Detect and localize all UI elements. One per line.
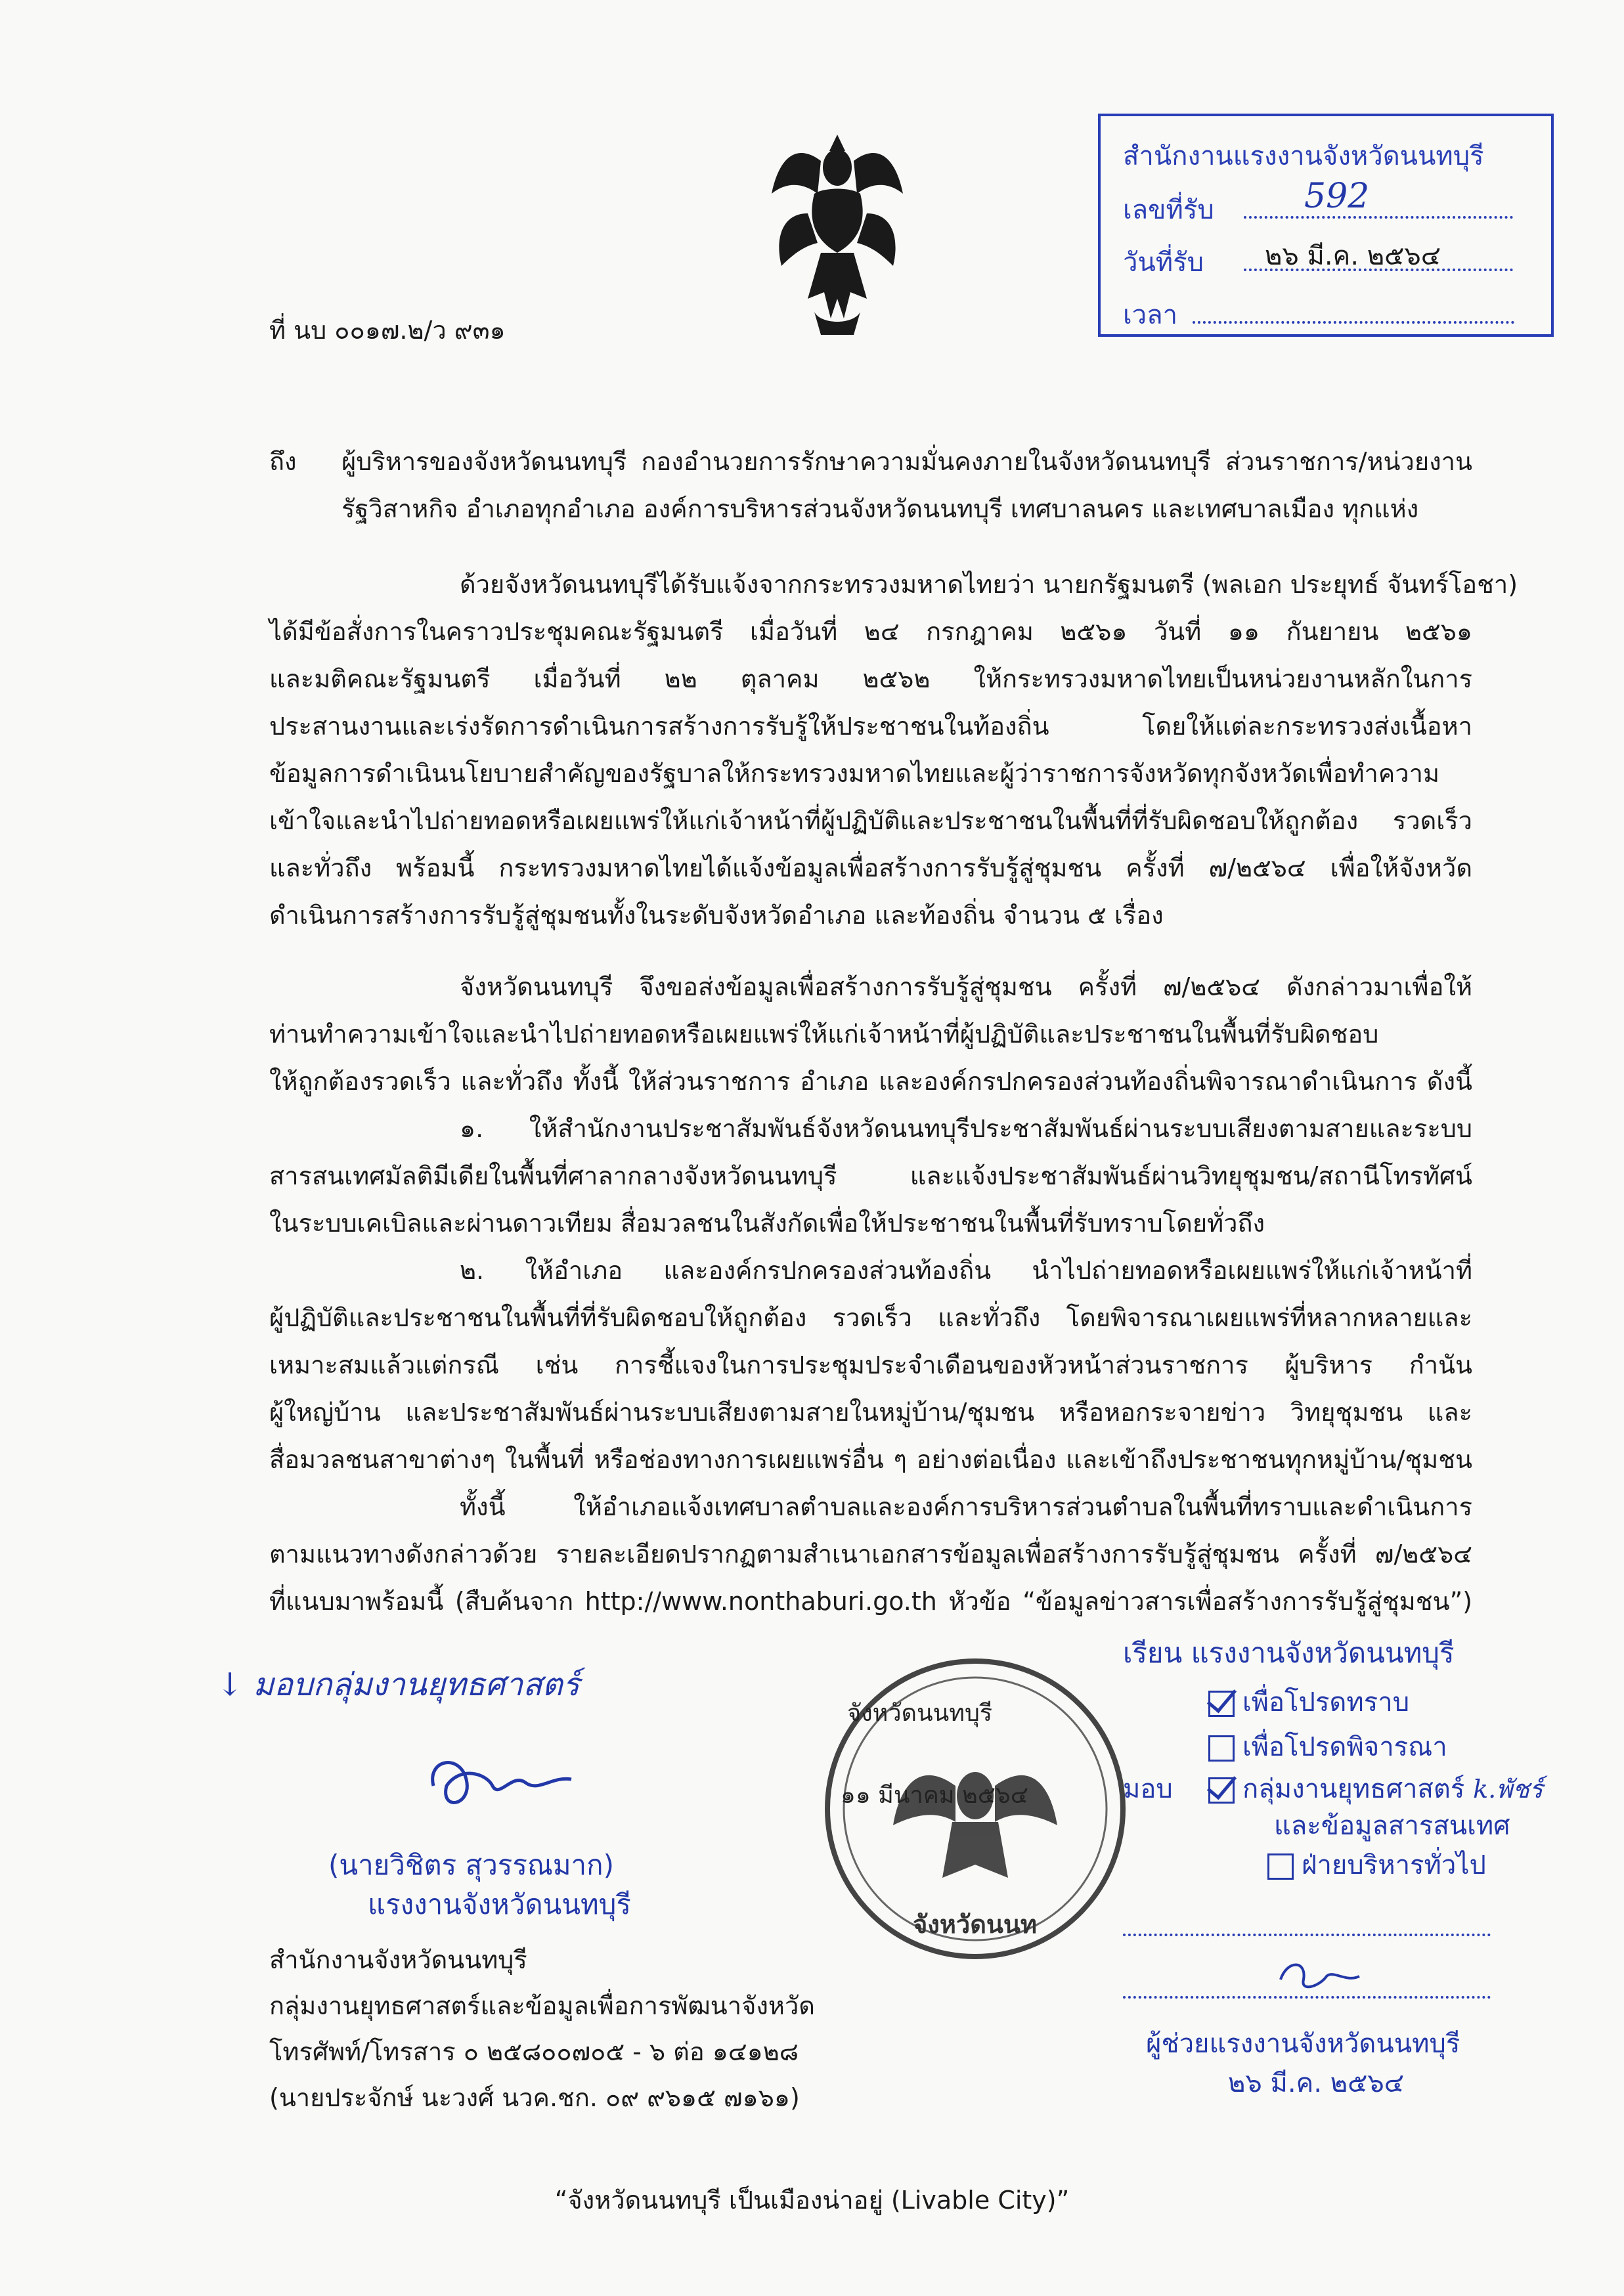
- paragraph-line: ๑. ให้สำนักงานประชาสัมพันธ์จังหวัดนนทบุรีประชาสัมพันธ์ผ่านระบบเสียงตามสายและระบบ: [460, 1114, 1472, 1143]
- routing-assign-label: มอบ: [1123, 1774, 1173, 1804]
- paragraph-line: เข้าใจและนำไปถ่ายทอดหรือเผยแพร่ให้แก่เจ้าหน้าที่ผู้ปฏิบัติและประชาชนในพื้นที่ที่รับผิดชอบให้ถูกต้อง รวดเร็ว: [269, 806, 1472, 835]
- contact-line-3: โทรศัพท์/โทรสาร ๐ ๒๕๘๐๐๗๐๕ - ๖ ต่อ ๑๔๑๒๘: [269, 2037, 799, 2066]
- paragraph-line: และมติคณะรัฐมนตรี เมื่อวันที่ ๒๒ ตุลาคม ๒๕๖๒ ให้กระทรวงมหาดไทยเป็นหน่วยงานหลักในการ: [269, 664, 1472, 693]
- routing-footer-date: ๒๖ มี.ค. ๒๕๖๔: [1228, 2068, 1405, 2098]
- paragraph-line: สารสนเทศมัลติมีเดียในพื้นที่ศาลากลางจังหวัดนนทบุรี และแจ้งประชาสัมพันธ์ผ่านวิทยุชุมชน/สถานีโทรทัศน์: [269, 1161, 1472, 1190]
- signature-icon: [420, 1746, 591, 1819]
- receive-date-label: วันที่รับ: [1123, 248, 1204, 278]
- routing-option-4: [1267, 1844, 1486, 1886]
- receive-number-value: 592: [1304, 177, 1370, 216]
- routing-option-2-label: เพื่อโปรดพิจารณา: [1242, 1732, 1447, 1762]
- checkbox-empty-icon: [1267, 1853, 1294, 1880]
- contact-line-1: สำนักงานจังหวัดนนทบุรี: [269, 1945, 527, 1974]
- seal-province: จังหวัดนนทบุรี: [847, 1700, 993, 1727]
- seal-bottom-text: จังหวัดนนท: [913, 1910, 1037, 1939]
- routing-footer-title: ผู้ช่วยแรงงานจังหวัดนนทบุรี: [1146, 2029, 1460, 2059]
- paragraph-line: ท่านทำความเข้าใจและนำไปถ่ายทอดหรือเผยแพร่ให้แก่เจ้าหน้าที่ผู้ปฏิบัติและประชาชนในพื้นที่รับผิดชอบ: [269, 1020, 1379, 1049]
- checkbox-checked-icon: [1208, 1777, 1235, 1804]
- paragraph-line: ๒. ให้อำเภอ และองค์กรปกครองส่วนท้องถิ่น นำไปถ่ายทอดหรือเผยแพร่ให้แก่เจ้าหน้าที่: [460, 1256, 1472, 1285]
- paragraph-line: สื่อมวลชนสาขาต่างๆ ในพื้นที่ หรือช่องทางการเผยแพร่อื่น ๆ อย่างต่อเนื่อง และเข้าถึงประชาชนทุกหมู่บ้าน/ชุมชน: [269, 1445, 1472, 1474]
- paragraph-line: ได้มีข้อสั่งการในคราวประชุมคณะรัฐมนตรี เมื่อวันที่ ๒๔ กรกฎาคม ๒๕๖๑ วันที่ ๑๑ กันยายน ๒๕๖๑: [269, 617, 1472, 646]
- to-line-1: ผู้บริหารของจังหวัดนนทบุรี กองอำนวยการรักษาความมั่นคงภายในจังหวัดนนทบุรี ส่วนราชการ/หน่วยงาน: [341, 447, 1472, 476]
- routing-option-1: [1208, 1681, 1409, 1723]
- paragraph-line: ดำเนินการสร้างการรับรู้สู่ชุมชนทั้งในระดับจังหวัดอำเภอ และท้องถิ่น จำนวน ๕ เรื่อง: [269, 901, 1164, 930]
- receive-stamp-office: สำนักงานแรงงานจังหวัดนนทบุรี: [1123, 141, 1484, 171]
- receive-date-value: ๒๖ มี.ค. ๒๕๖๔: [1265, 241, 1441, 271]
- receive-stamp: [1098, 114, 1554, 337]
- paragraph-line: และทั่วถึง พร้อมนี้ กระทรวงมหาดไทยได้แจ้งข้อมูลเพื่อสร้างการรับรู้สู่ชุมชน ครั้งที่ ๗/๒๕๖๔ เพื่อให้จังหวัด: [269, 854, 1472, 882]
- receive-time-label: เวลา: [1123, 300, 1178, 330]
- paragraph-line: ผู้ปฏิบัติและประชาชนในพื้นที่ที่รับผิดชอบให้ถูกต้อง รวดเร็ว และทั่วถึง โดยพิจารณาเผยแพร่ที่หลากหลายและ: [269, 1303, 1472, 1332]
- routing-option-1-label: เพื่อโปรดทราบ: [1242, 1687, 1410, 1718]
- provincial-seal: [821, 1655, 1130, 1963]
- checkbox-checked-icon: [1208, 1691, 1235, 1717]
- paragraph-line: จังหวัดนนทบุรี จึงขอส่งข้อมูลเพื่อสร้างการรับรู้สู่ชุมชน ครั้งที่ ๗/๒๕๖๔ ดังกล่าวมาเพื่อให้: [460, 972, 1472, 1001]
- routing-signature-icon: [1274, 1953, 1366, 1999]
- signer-name: (นายวิชิตร สุวรรณมาก): [328, 1849, 614, 1881]
- paragraph-line: ประสานงานและเร่งรัดการดำเนินการสร้างการรับรู้ให้ประชาชนในท้องถิ่น โดยให้แต่ละกระทรวงส่งเนื้อหา: [269, 712, 1472, 741]
- checkbox-empty-icon: [1208, 1735, 1235, 1762]
- garuda-emblem-icon: [768, 121, 906, 338]
- paragraph-line: ทั้งนี้ ให้อำเภอแจ้งเทศบาลตำบลและองค์การบริหารส่วนตำบลในพื้นที่ทราบและดำเนินการ: [460, 1492, 1472, 1521]
- contact-line-2: กลุ่มงานยุทธศาสตร์และข้อมูลเพื่อการพัฒนาจังหวัด: [269, 1991, 815, 2020]
- routing-option-3-label: กลุ่มงานยุทธศาสตร์: [1242, 1774, 1465, 1804]
- contact-line-4: (นายประจักษ์ นะวงศ์ นวค.ชก. ๐๙ ๙๖๑๕ ๗๑๖๑): [269, 2083, 800, 2112]
- routing-option-4-label: ฝ่ายบริหารทั่วไป: [1302, 1850, 1486, 1880]
- handwritten-assignment-text: มอบกลุ่มงานยุทธศาสตร์: [253, 1666, 580, 1703]
- routing-option-3-note: k.พัชร์: [1473, 1775, 1543, 1804]
- receive-number-label: เลขที่รับ: [1123, 195, 1214, 225]
- paragraph-line: ที่แนบมาพร้อมนี้ (สืบค้นจาก http://www.nonthaburi.go.th หัวข้อ “ข้อมูลข่าวสารเพื่อสร้างการรับรู้สู่ชุมชน”): [269, 1587, 1472, 1616]
- paragraph-line: ผู้ใหญ่บ้าน และประชาสัมพันธ์ผ่านระบบเสียงตามสายในหมู่บ้าน/ชุมชน หรือหอกระจายข่าว วิทยุชุมชน และ: [269, 1398, 1472, 1427]
- signer-title: แรงงานจังหวัดนนทบุรี: [368, 1888, 631, 1920]
- routing-option-3: [1208, 1767, 1543, 1809]
- routing-option-2: [1208, 1725, 1447, 1767]
- routing-dotted-line: [1123, 1934, 1491, 1936]
- routing-option-3-line2: และข้อมูลสารสนเทศ: [1274, 1811, 1510, 1841]
- to-line-2: รัฐวิสาหกิจ อำเภอทุกอำเภอ องค์การบริหารส่วนจังหวัดนนทบุรี เทศบาลนคร และเทศบาลเมือง ทุกแห่ง: [341, 494, 1419, 523]
- seal-date: ๑๑ มีนาคม ๒๕๖๔: [841, 1782, 1029, 1809]
- to-label: ถึง: [269, 447, 297, 476]
- paragraph-line: ตามแนวทางดังกล่าวด้วย รายละเอียดปรากฏตามสำเนาเอกสารข้อมูลเพื่อสร้างการรับรู้สู่ชุมชน ครั้งที่ ๗/๒๕๖๔: [269, 1540, 1472, 1569]
- letter-reference: ที่ นบ ๐๐๑๗.๒/ว ๙๓๑: [269, 316, 506, 345]
- paragraph-line: ด้วยจังหวัดนนทบุรีได้รับแจ้งจากกระทรวงมหาดไทยว่า นายกรัฐมนตรี (พลเอก ประยุทธ์ จันทร์โอชา): [460, 570, 1518, 599]
- paragraph-line: เหมาะสมแล้วแต่กรณี เช่น การชี้แจงในการประชุมประจำเดือนของหัวหน้าส่วนราชการ ผู้บริหาร กำนัน: [269, 1351, 1472, 1379]
- province-motto: “จังหวัดนนทบุรี เป็นเมืองน่าอยู่ (Livable City)”: [554, 2186, 1070, 2215]
- handwritten-assignment: ↓ มอบกลุ่มงานยุทธศาสตร์: [217, 1666, 580, 1703]
- paragraph-line: ข้อมูลการดำเนินนโยบายสำคัญของรัฐบาลให้กระทรวงมหาดไทยและผู้ว่าราชการจังหวัดทุกจังหวัดเพื่อทำความ: [269, 759, 1439, 788]
- paragraph-line: ให้ถูกต้องรวดเร็ว และทั่วถึง ทั้งนี้ ให้ส่วนราชการ อำเภอ และองค์กรปกครองส่วนท้องถิ่นพิจารณาดำเนินการ ดังนี้: [269, 1067, 1472, 1096]
- paragraph-line: ในระบบเคเบิลและผ่านดาวเทียม สื่อมวลชนในสังกัดเพื่อให้ประชาชนในพื้นที่รับทราบโดยทั่วถึง: [269, 1209, 1265, 1238]
- routing-to: เรียน แรงงานจังหวัดนนทบุรี: [1123, 1637, 1455, 1669]
